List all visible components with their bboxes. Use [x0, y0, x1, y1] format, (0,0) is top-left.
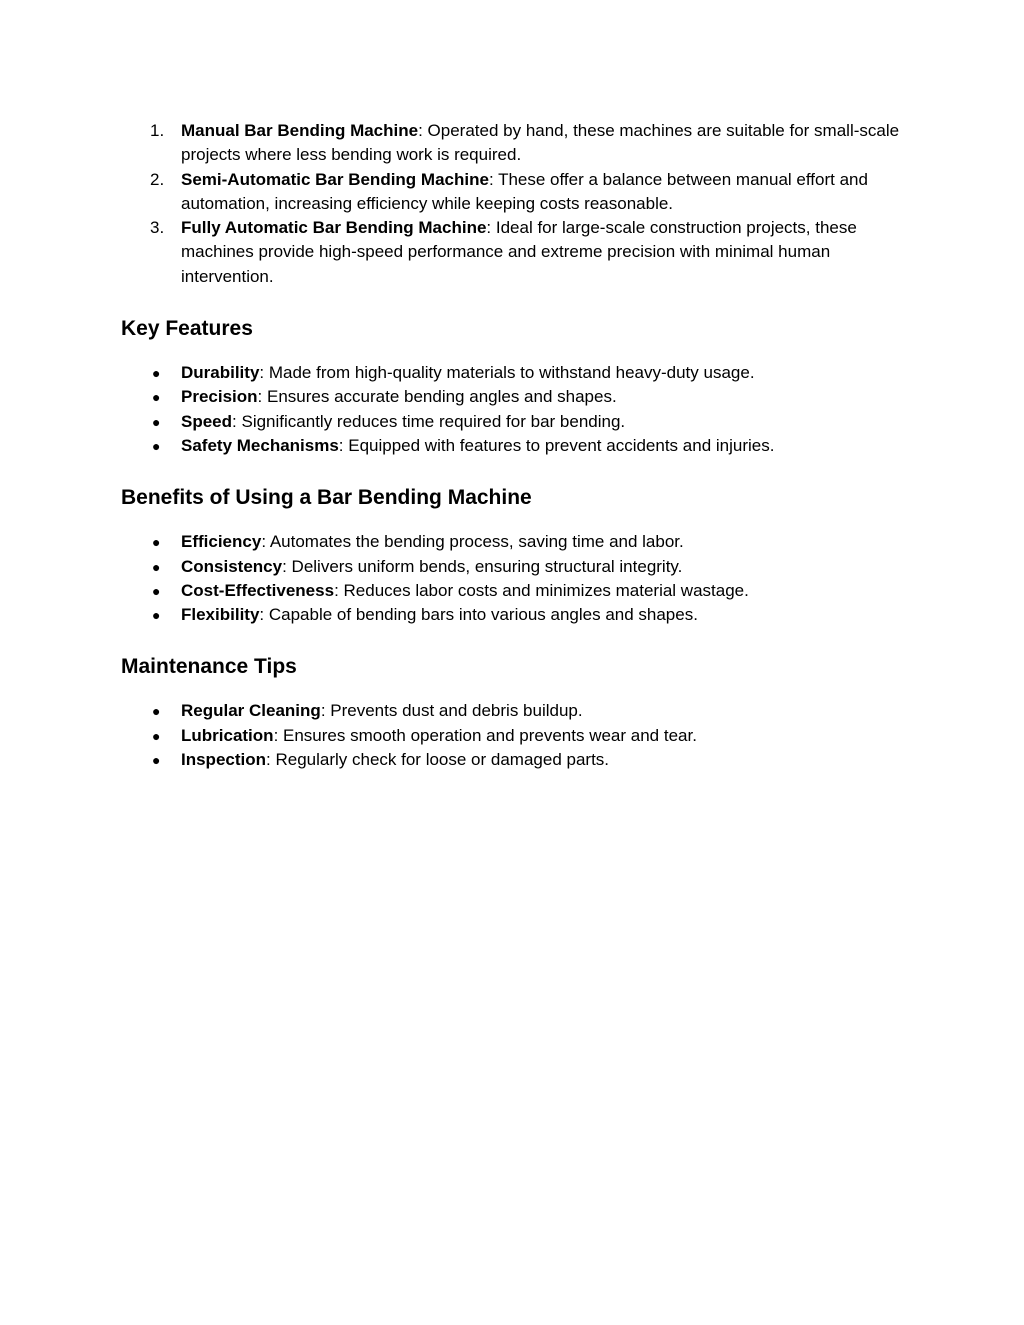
list-item-term: Fully Automatic Bar Bending Machine: [181, 218, 487, 238]
list-item-term: Efficiency: [181, 532, 262, 552]
bullet-icon: ●: [152, 703, 161, 720]
bullet-icon: ●: [152, 752, 161, 769]
bullet-icon: ●: [152, 534, 161, 551]
list-item: [121, 385, 901, 409]
list-item-text: : Delivers uniform bends, ensuring structural integrity.: [282, 556, 683, 576]
list-number: 3.: [150, 218, 165, 238]
list-item: [121, 410, 901, 434]
key-features-heading: Key Features: [121, 317, 253, 341]
bullet-icon: ●: [152, 582, 161, 599]
list-item: [121, 579, 901, 603]
list-item-text: : Ensures smooth operation and prevents wear and tear.: [273, 725, 697, 745]
list-item-text: : Automates the bending process, saving time and labor.: [261, 532, 684, 552]
list-item-term: Semi-Automatic Bar Bending Machine: [181, 169, 489, 189]
list-item-term: Safety Mechanisms: [181, 435, 339, 455]
bullet-icon: ●: [152, 727, 161, 744]
machine-types-list: [121, 119, 901, 289]
list-item-term: Flexibility: [181, 605, 260, 625]
list-item: [121, 603, 901, 627]
list-item: [121, 361, 901, 385]
list-item: [121, 168, 901, 217]
list-item-text: : Equipped with features to prevent accidents and injuries.: [338, 435, 775, 455]
list-item: [121, 699, 901, 723]
document-content: [121, 119, 901, 772]
bullet-icon: ●: [152, 437, 161, 454]
list-item: [121, 724, 901, 748]
list-item: [121, 555, 901, 579]
maintenance-list: [121, 699, 901, 772]
maintenance-heading: Maintenance Tips: [121, 655, 297, 679]
list-number: 1.: [150, 121, 165, 140]
list-item-term: Cost-Effectiveness: [181, 580, 335, 600]
list-item-text: : Prevents dust and debris buildup.: [320, 701, 583, 721]
list-item: [121, 748, 901, 772]
list-item-text: : Operated by hand, these machines are suitable for small-scale projects where less bending work is required.: [181, 121, 900, 165]
list-item-term: Consistency: [181, 556, 283, 576]
bullet-icon: ●: [152, 389, 161, 406]
list-item-text: : Regularly check for loose or damaged parts.: [266, 750, 610, 770]
list-item-term: Lubrication: [181, 725, 274, 745]
bullet-icon: ●: [152, 607, 161, 624]
key-features-list: [121, 361, 901, 458]
list-item: [121, 530, 901, 554]
bullet-icon: ●: [152, 558, 161, 575]
list-item-term: Precision: [181, 387, 258, 407]
list-item: [121, 216, 901, 289]
list-number: 2.: [150, 169, 165, 189]
list-item-text: : Capable of bending bars into various angles and shapes.: [259, 605, 698, 625]
list-item-text: : These offer a balance between manual effort and automation, increasing efficiency while keeping costs reasonable.: [181, 169, 868, 213]
bullet-icon: ●: [152, 413, 161, 430]
list-item-text: : Made from high-quality materials to withstand heavy-duty usage.: [259, 363, 755, 383]
bullet-icon: ●: [152, 365, 161, 382]
list-item-text: : Reduces labor costs and minimizes material wastage.: [334, 580, 749, 600]
list-item-term: Durability: [181, 363, 260, 383]
list-item-term: Regular Cleaning: [181, 701, 321, 721]
list-item-term: Speed: [181, 411, 233, 431]
list-item-text: : Ideal for large-scale construction projects, these machines provide high-speed performance and extreme precision with minimal human intervention.: [181, 218, 857, 286]
list-item: [121, 119, 901, 168]
list-item-text: : Significantly reduces time required for bar bending.: [232, 411, 626, 431]
benefits-list: [121, 530, 901, 627]
list-item: [121, 434, 901, 458]
benefits-heading: Benefits of Using a Bar Bending Machine: [121, 486, 532, 510]
list-item-text: : Ensures accurate bending angles and shapes.: [257, 387, 617, 407]
list-item-term: Manual Bar Bending Machine: [181, 121, 419, 140]
list-item-term: Inspection: [181, 750, 267, 770]
